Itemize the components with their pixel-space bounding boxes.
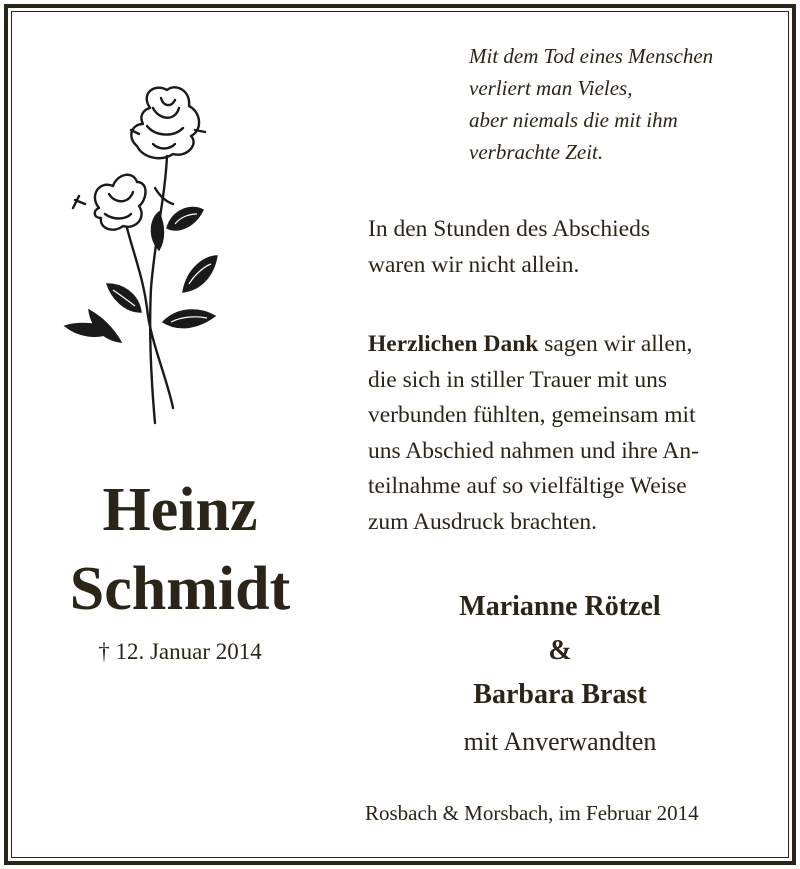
place-and-date: Rosbach & Morsbach, im Februar 2014 [365,801,699,825]
paragraph-line: zum Ausdruck brachten. [368,508,598,535]
quote-line: aber niemals die mit ihm [469,108,678,132]
signatory-name: Marianne Rötzel [459,591,661,622]
paragraph-line: verbunden fühlten, gemeinsam mit [368,402,696,428]
deceased-first-name: Heinz [102,476,258,544]
rose-illustration [55,78,235,438]
quote-line: Mit dem Tod eines Menschen [469,44,714,68]
deceased-last-name: Schmidt [69,555,291,623]
quote-line: verbrachte Zeit. [469,140,604,164]
thanks-emphasis: Herzlichen Dank [368,331,539,357]
farewell-paragraph [368,212,778,283]
thanks-line-rest: sagen wir allen, [538,331,693,357]
relatives-line: mit Anverwandten [463,727,657,756]
paragraph-line [368,327,778,363]
death-date: † 12. Januar 2014 [98,639,262,664]
signatory-ampersand: & [548,635,572,666]
thanks-paragraph [368,327,778,540]
paragraph-line: uns Abschied nahmen und ihre An- [368,437,699,464]
memorial-quote [469,40,779,168]
paragraph-line: teilnahme auf so vielfältige Weise [368,473,687,499]
paragraph-line: die sich in stiller Trauer mit uns [368,366,667,393]
paragraph-line: In den Stunden des Abschieds [368,216,650,242]
signatory-name: Barbara Brast [473,679,647,710]
quote-line: verliert man Vieles, [469,76,633,100]
paragraph-line: waren wir nicht allein. [368,251,580,278]
